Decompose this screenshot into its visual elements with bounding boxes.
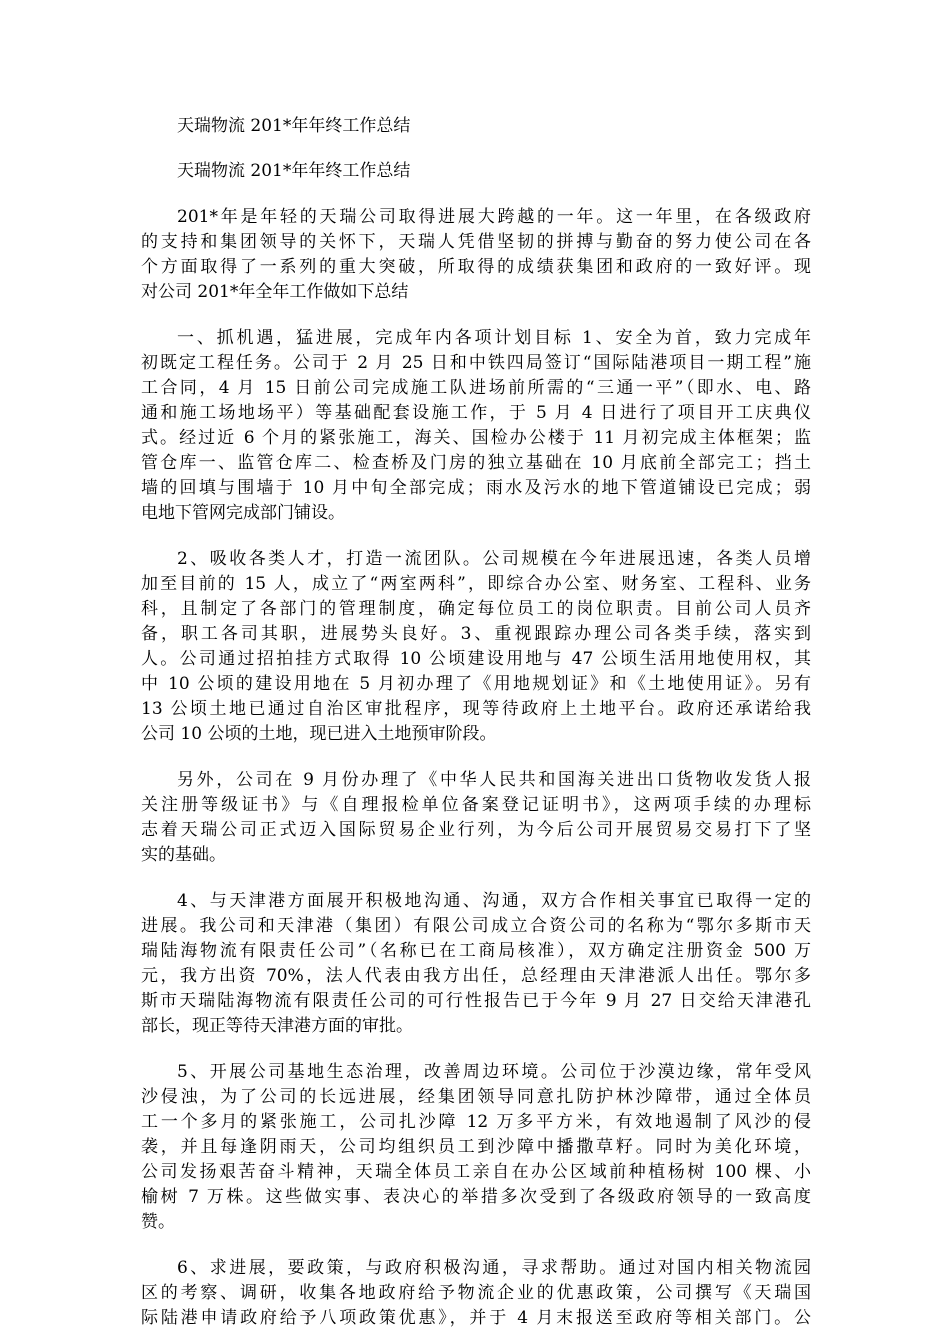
document-subtitle: 天瑞物流 201*年年终工作总结 [177,161,411,181]
paragraph-line: 初既定工程任务。公司于 2 月 25 日和中铁四局签订“国际陆港项目一期工程”施 [141,353,811,373]
paragraph-line: 墙的回填与围墙于 10 月中旬全部完成；雨水及污水的地下管道铺设已完成；弱 [141,478,811,498]
paragraph-line: 中 10 公顷的建设用地在 5 月初办理了《用地规划证》和《土地使用证》。另有 [141,674,811,694]
paragraph-line: 对公司 201*年全年工作做如下总结 [141,282,409,302]
paragraph-line: 备，职工各司其职，进展势头良好。3、重视跟踪办理公司各类手续，落实到 [141,624,811,644]
paragraph-line: 公司 10 公顷的土地，现已进入土地预审阶段。 [141,724,497,744]
paragraph-line: 工一个多月的紧张施工，公司扎沙障 12 万多平方米，有效地遏制了风沙的侵 [141,1112,811,1132]
paragraph-line: 袭，并且每逢阴雨天，公司均组织员工到沙障中播撒草籽。同时为美化环境， [141,1137,811,1157]
paragraph-line: 元，我方出资 70%，法人代表由我方出任，总经理由天津港派人出任。鄂尔多 [141,966,811,986]
paragraph-4 [141,889,811,1039]
paragraph-line: 2、吸收各类人才，打造一流团队。公司规模在今年进展迅速，各类人员增 [177,549,811,569]
paragraph-line: 加至目前的 15 人，成立了“两室两科”，即综合办公室、财务室、工程科、业务 [141,574,811,594]
paragraph-line: 式。经过近 6 个月的紧张施工，海关、国检办公楼于 11 月初完成主体框架；监 [141,428,811,448]
paragraph-line: 的支持和集团领导的关怀下，天瑞人凭借坚韧的拼搏与勤奋的努力使公司在各 [141,232,811,252]
paragraph-line: 管仓库一、监管仓库二、检查桥及门房的独立基础在 10 月底前全部完工；挡土 [141,453,811,473]
paragraph-line: 电地下管网完成部门铺设。 [141,503,345,523]
paragraph-line: 志着天瑞公司正式迈入国际贸易企业行列，为今后公司开展贸易交易打下了坚 [141,820,811,840]
paragraph-line: 进展。我公司和天津港（集团）有限公司成立合资公司的名称为“鄂尔多斯市天 [141,916,811,936]
paragraph-5 [141,1060,811,1235]
paragraph-3 [141,768,811,868]
paragraph-line: 部长，现正等待天津港方面的审批。 [141,1016,413,1036]
paragraph-line: 人。公司通过招拍挂方式取得 10 公顷建设用地与 47 公顷生活用地使用权，其 [141,649,811,669]
paragraph-line: 工合同，4 月 15 日前公司完成施工队进场前所需的“三通一平”（即水、电、路 [141,378,811,398]
paragraph-line: 一、抓机遇，猛进展，完成年内各项计划目标 1、安全为首，致力完成年 [177,328,811,348]
paragraph-2 [141,547,811,747]
paragraph-line: 6、求进展，要政策，与政府积极沟通，寻求帮助。通过对国内相关物流园 [177,1258,811,1278]
paragraph-6 [141,1256,811,1331]
paragraph-line: 斯市天瑞陆海物流有限责任公司的可行性报告已于今年 9 月 27 日交给天津港孔 [141,991,811,1011]
document-body [141,114,811,1331]
paragraph-line: 榆树 7 万株。这些做实事、表决心的举措多次受到了各级政府领导的一致高度 [141,1187,811,1207]
paragraph-line: 通和施工场地场平）等基础配套设施工作，于 5 月 4 日进行了项目开工庆典仪 [141,403,811,423]
paragraph-line: 201*年是年轻的天瑞公司取得进展大跨越的一年。这一年里，在各级政府 [177,207,811,227]
paragraph-intro [141,205,811,305]
document-title: 天瑞物流 201*年年终工作总结 [177,116,411,136]
paragraph-line: 区的考察、调研，收集各地政府给予物流企业的优惠政策，公司撰写《天瑞国 [141,1283,811,1303]
paragraph-line: 另外，公司在 9 月份办理了《中华人民共和国海关进出口货物收发货人报 [177,770,811,790]
paragraph-line: 13 公顷土地已通过自治区审批程序，现等待政府上土地平台。政府还承诺给我 [141,699,811,719]
paragraph-1 [141,326,811,526]
paragraph-line: 个方面取得了一系列的重大突破，所取得的成绩获集团和政府的一致好评。现 [141,257,811,277]
paragraph-line: 关注册等级证书》与《自理报检单位备案登记证明书》，这两项手续的办理标 [141,795,811,815]
paragraph-line: 实的基础。 [141,845,226,865]
paragraph-line: 赞。 [141,1212,175,1232]
paragraph-line: 瑞陆海物流有限责任公司”（名称已在工商局核准），双方确定注册资金 500 万 [141,941,811,961]
paragraph-line: 公司发扬艰苦奋斗精神，天瑞全体员工亲自在办公区域前种植杨树 100 棵、小 [141,1162,811,1182]
paragraph-line: 科，且制定了各部门的管理制度，确定每位员工的岗位职责。目前公司人员齐 [141,599,811,619]
paragraph-line: 沙侵浊，为了公司的长远进展，经集团领导同意扎防护林沙障带，通过全体员 [141,1087,811,1107]
paragraph-line: 5、开展公司基地生态治理，改善周边环境。公司位于沙漠边缘，常年受风 [177,1062,811,1082]
paragraph-line: 4、与天津港方面展开积极地沟通、沟通，双方合作相关事宜已取得一定的 [177,891,811,911]
paragraph-line: 际陆港申请政府给予八项政策优惠》，并于 4 月末报送至政府等相关部门。公 [141,1308,811,1328]
